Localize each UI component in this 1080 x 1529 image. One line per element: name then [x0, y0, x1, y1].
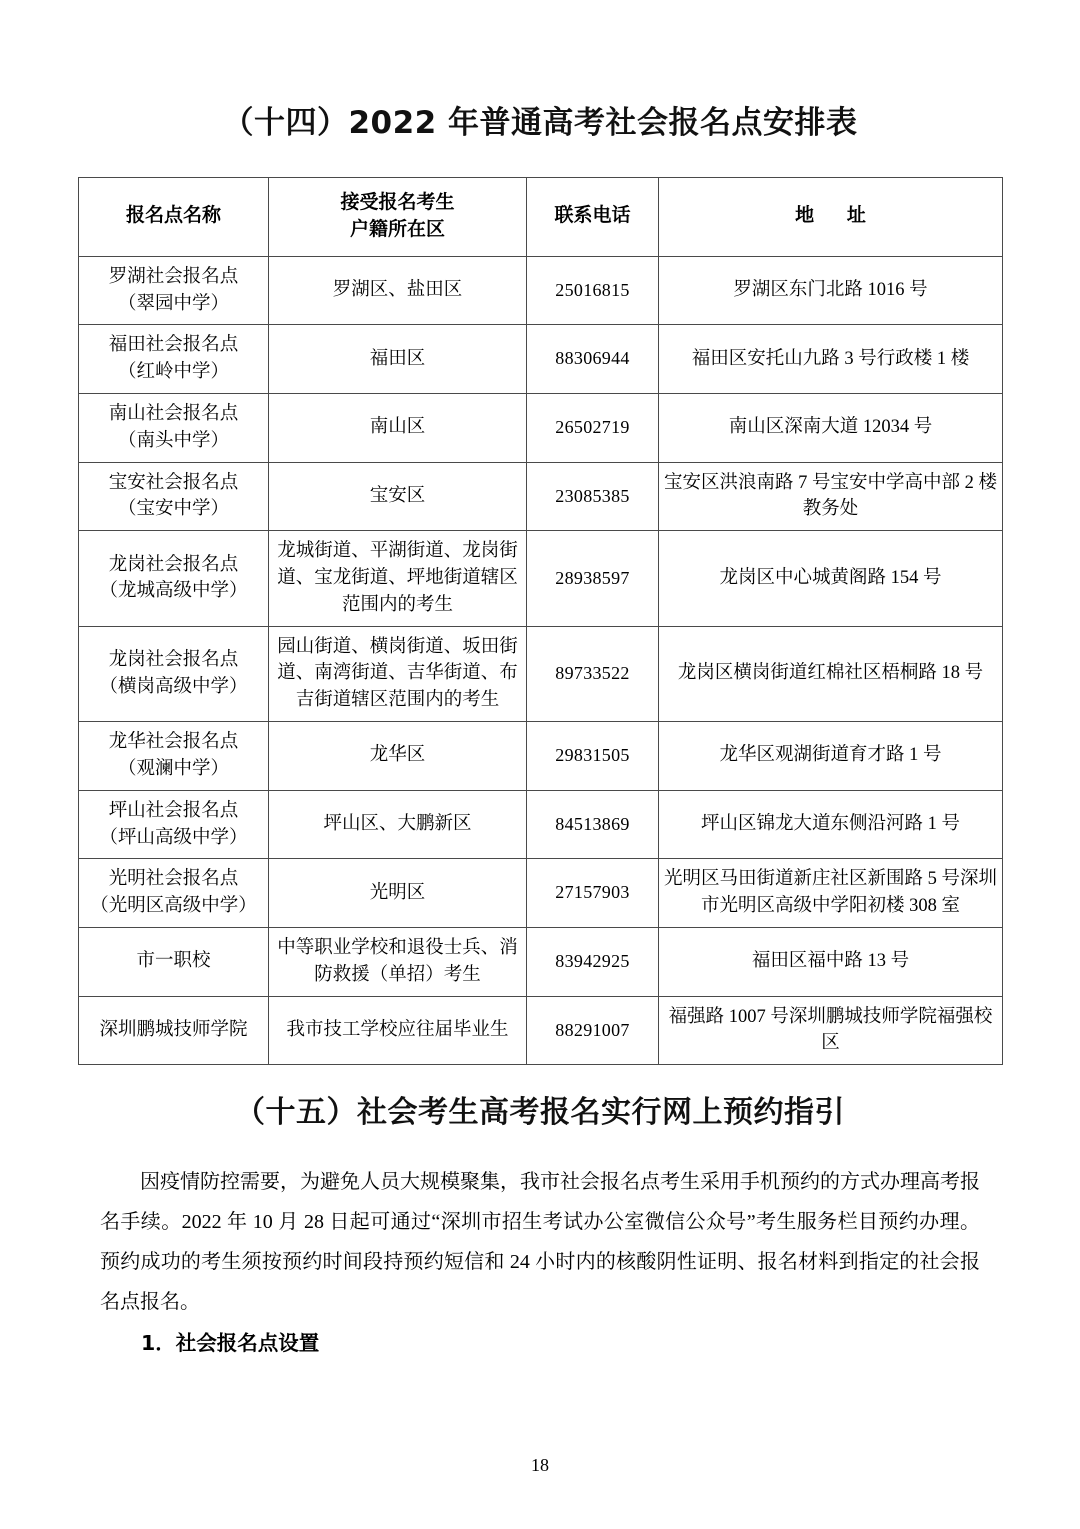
cell-district: 中等职业学校和退役士兵、消防救援（单招）考生	[269, 927, 527, 996]
section-paragraph: 因疫情防控需要，为避免人员大规模聚集，我市社会报名点考生采用手机预约的方式办理高考报名手续。2022 年 10 月 28 日起可通过“深圳市招生考试办公室微信公众号”考生服务栏目预约办理。预约成功的考生须按预约时间段持预约短信和 24 小时内的核酸阴性证明、报名材料到指定的社会报名点报名。	[100, 1171, 980, 1314]
page-title: （十四）2022 年普通高考社会报名点安排表	[222, 105, 858, 141]
cell-point-name: 福田社会报名点 （红岭中学）	[79, 325, 269, 394]
table-row	[79, 996, 1003, 1065]
table-row	[79, 531, 1003, 626]
cell-point-name: 市一职校	[79, 927, 269, 996]
cell-address: 福田区安托山九路 3 号行政楼 1 楼	[659, 325, 1003, 394]
registration-table-container	[78, 177, 1002, 1065]
cell-district: 坪山区、大鹏新区	[269, 790, 527, 859]
table-row	[79, 927, 1003, 996]
cell-phone: 27157903	[527, 859, 659, 928]
cell-district: 龙城街道、平湖街道、龙岗街道、宝龙街道、坪地街道辖区范围内的考生	[269, 531, 527, 626]
cell-phone: 88306944	[527, 325, 659, 394]
cell-point-name: 龙岗社会报名点 （龙城高级中学）	[79, 531, 269, 626]
cell-phone: 23085385	[527, 462, 659, 531]
cell-address: 龙华区观湖街道育才路 1 号	[659, 722, 1003, 791]
cell-address: 坪山区锦龙大道东侧沿河路 1 号	[659, 790, 1003, 859]
table-row	[79, 462, 1003, 531]
cell-district: 南山区	[269, 393, 527, 462]
cell-phone: 88291007	[527, 996, 659, 1065]
cell-address: 龙岗区中心城黄阁路 154 号	[659, 531, 1003, 626]
cell-address: 宝安区洪浪南路 7 号宝安中学高中部 2 楼教务处	[659, 462, 1003, 531]
cell-address: 福强路 1007 号深圳鹏城技师学院福强校区	[659, 996, 1003, 1065]
table-row	[79, 393, 1003, 462]
table-row	[79, 859, 1003, 928]
table-header-row	[79, 177, 1003, 256]
column-header-address	[659, 177, 1003, 256]
cell-phone: 29831505	[527, 722, 659, 791]
page-number: 18	[531, 1455, 549, 1475]
cell-district: 罗湖区、盐田区	[269, 256, 527, 325]
cell-phone: 83942925	[527, 927, 659, 996]
list-item-1: 1．社会报名点设置	[141, 1331, 320, 1356]
cell-phone: 89733522	[527, 626, 659, 721]
cell-address: 龙岗区横岗街道红棉社区梧桐路 18 号	[659, 626, 1003, 721]
cell-district: 光明区	[269, 859, 527, 928]
registration-points-table	[78, 177, 1003, 1065]
cell-phone: 26502719	[527, 393, 659, 462]
cell-address: 南山区深南大道 12034 号	[659, 393, 1003, 462]
cell-district: 宝安区	[269, 462, 527, 531]
cell-address: 光明区马田街道新庄社区新围路 5 号深圳市光明区高级中学阳初楼 308 室	[659, 859, 1003, 928]
cell-point-name: 罗湖社会报名点 （翠园中学）	[79, 256, 269, 325]
table-row	[79, 790, 1003, 859]
section-heading: （十五）社会考生高考报名实行网上预约指引	[235, 1095, 845, 1131]
cell-phone: 28938597	[527, 531, 659, 626]
column-header-phone: 联系电话	[527, 177, 659, 256]
cell-phone: 84513869	[527, 790, 659, 859]
cell-point-name: 南山社会报名点 （南头中学）	[79, 393, 269, 462]
table-row	[79, 325, 1003, 394]
cell-point-name: 光明社会报名点 （光明区高级中学）	[79, 859, 269, 928]
cell-district: 我市技工学校应往届毕业生	[269, 996, 527, 1065]
table-body	[79, 256, 1003, 1065]
cell-point-name: 深圳鹏城技师学院	[79, 996, 269, 1065]
cell-phone: 25016815	[527, 256, 659, 325]
cell-district: 福田区	[269, 325, 527, 394]
cell-address: 罗湖区东门北路 1016 号	[659, 256, 1003, 325]
column-header-district-line2: 户籍所在区	[349, 218, 445, 240]
cell-address: 福田区福中路 13 号	[659, 927, 1003, 996]
cell-point-name: 宝安社会报名点 （宝安中学）	[79, 462, 269, 531]
cell-district: 园山街道、横岗街道、坂田街道、南湾街道、吉华街道、布吉街道辖区范围内的考生	[269, 626, 527, 721]
table-row	[79, 722, 1003, 791]
cell-point-name: 龙华社会报名点 （观澜中学）	[79, 722, 269, 791]
column-header-name: 报名点名称	[79, 177, 269, 256]
cell-point-name: 坪山社会报名点 （坪山高级中学）	[79, 790, 269, 859]
column-header-address-label: 地 址	[795, 205, 880, 227]
table-row	[79, 626, 1003, 721]
table-row	[79, 256, 1003, 325]
cell-point-name: 龙岗社会报名点 （横岗高级中学）	[79, 626, 269, 721]
column-header-district-line1: 接受报名考生	[340, 191, 455, 213]
cell-district: 龙华区	[269, 722, 527, 791]
column-header-district	[269, 177, 527, 256]
